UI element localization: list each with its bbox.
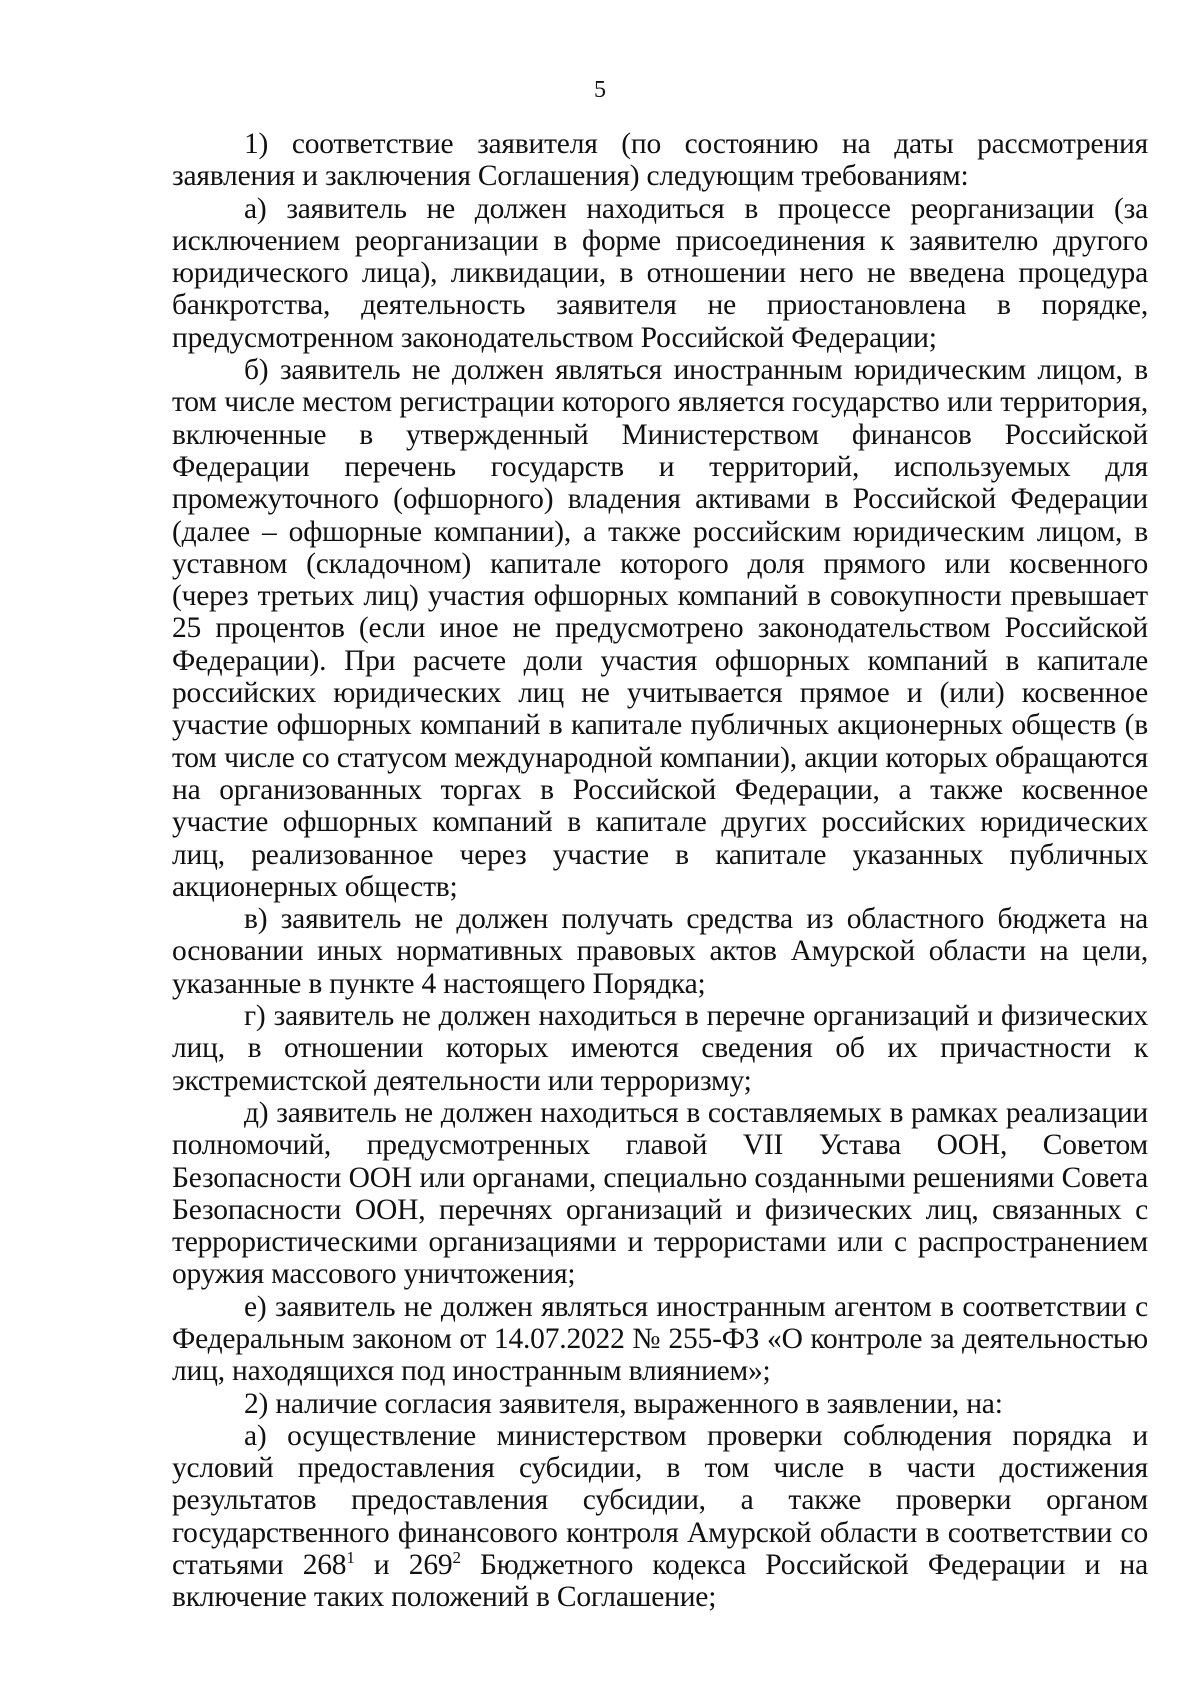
paragraph-item-b-offshore: б) заявитель не должен являться иностранным юридическим лицом, в том числе местом регистрации которого является государство или территория, включенные в утвержденный Министерством финансов Российской Федерации перечень государств и территорий, используемых для промежуточного (офшорного) владения активами в Российской Федерации (далее – офшорные компании), а также российским юридическим лицом, в уставном (складочном) капитале которого доля прямого или косвенного (через третьих лиц) участия офшорных компаний в совокупности превышает 25 процентов (если иное не предусмотрено законодательством Российской Федерации). При расчете доли участия офшорных компаний в капитале российских юридических лиц не учитывается прямое и (или) косвенное участие офшорных компаний в капитале публичных акционерных обществ (в том числе со статусом международной компании), акции которых обращаются на организованных торгах в Российской Федерации, а также косвенное участие офшорных компаний в капитале других российских юридических лиц, реализованное через участие в капитале указанных публичных акционерных обществ; — [172, 354, 1148, 903]
article-superscript-2: 2 — [452, 1548, 461, 1568]
consent-text-part-2: и 269 — [354, 1549, 453, 1582]
paragraph-consent-item-a — [172, 1420, 1148, 1614]
consent-text-part-3: Бюджетного кодекса Российской Федерации и на включение таких положений в Соглашение; — [172, 1549, 1148, 1614]
paragraph-item-d-un-lists: д) заявитель не должен находиться в составляемых в рамках реализации полномочий, предусмотренных главой VII Устава ООН, Советом Безопасности ООН или органами, специально созданными решениями Совета Безопасности ООН, перечнях организаций и физических лиц, связанных с террористическими организациями и террористами или с распространением оружия массового уничтожения; — [172, 1096, 1148, 1291]
document-body — [172, 128, 1148, 1614]
consent-text-part-1: а) осуществление министерством проверки соблюдения порядка и условий предоставления субсидии, в том числе в части достижения результатов предоставления субсидии, а также проверки органом государственного финансового контроля Амурской области в соответствии со статьями 268 — [172, 1419, 1148, 1582]
paragraph-item-g-extremism-list: г) заявитель не должен находиться в перечне организаций и физических лиц, в отношении которых имеются сведения об их причастности к экстремистской деятельности или терроризму; — [172, 1000, 1148, 1097]
page-number: 5 — [594, 77, 606, 103]
paragraph-consent-intro: 2) наличие согласия заявителя, выраженного в заявлении, на: — [244, 1387, 1003, 1420]
paragraph-item-a-reorganization: а) заявитель не должен находиться в процессе реорганизации (за исключением реорганизации в форме присоединения к заявителю другого юридического лица), ликвидации, в отношении него не введена процедура банкротства, деятельность заявителя не приостановлена в порядке, предусмотренном законодательством Российской Федерации; — [172, 192, 1148, 354]
paragraph-requirements-intro: 1) соответствие заявителя (по состоянию на даты рассмотрения заявления и заключения Соглашения) следующим требованиям: — [172, 128, 1148, 193]
paragraph-item-e-foreign-agent: е) заявитель не должен являться иностранным агентом в соответствии с Федеральным законом от 14.07.2022 № 255-ФЗ «О контроле за деятельностью лиц, находящихся под иностранным влиянием»; — [172, 1290, 1148, 1388]
paragraph-item-v-budget-funds: в) заявитель не должен получать средства из областного бюджета на основании иных нормативных правовых актов Амурской области на цели, указанные в пункте 4 настоящего Порядка; — [172, 903, 1148, 1000]
article-superscript-1: 1 — [346, 1548, 355, 1568]
